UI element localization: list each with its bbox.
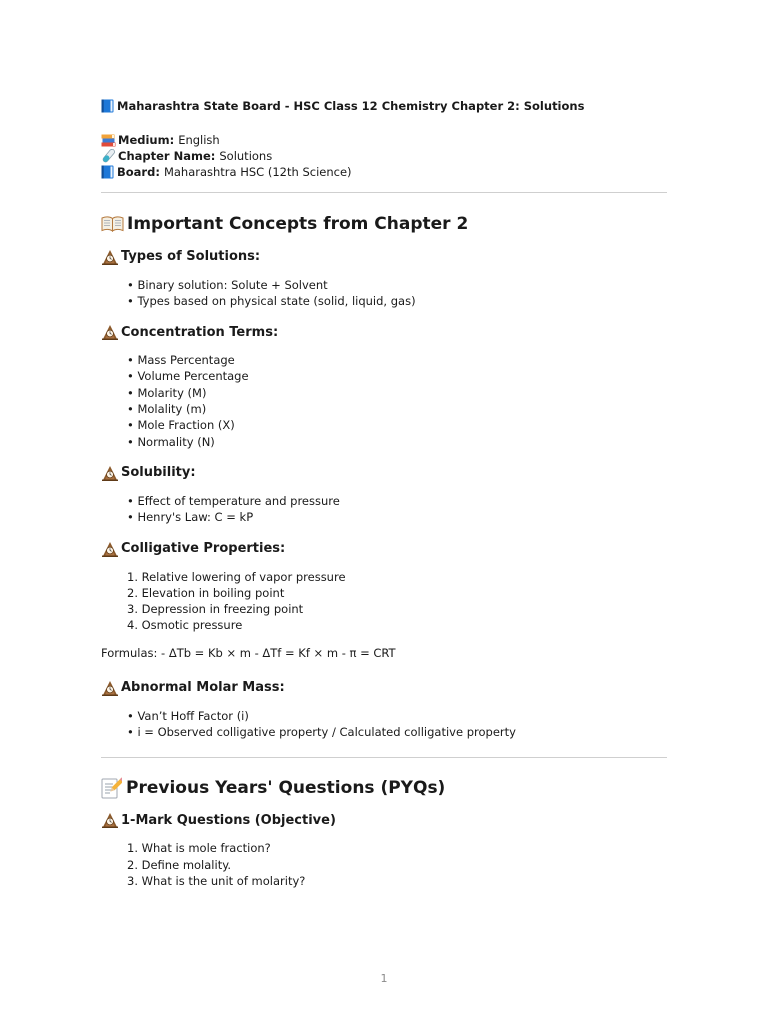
list-item: 1. Relative lowering of vapor pressure	[127, 569, 346, 584]
colligative-properties-list	[101, 569, 667, 634]
meta-value: Maharashtra HSC (12th Science)	[163, 165, 352, 180]
concentration-terms-list	[101, 352, 667, 450]
colligative-properties-heading: Colligative Properties:	[101, 539, 667, 559]
list-item: • Mole Fraction (X)	[127, 418, 235, 433]
one-mark-questions-heading: 1-Mark Questions (Objective)	[101, 810, 667, 830]
meta-label: Chapter Name:	[118, 149, 216, 164]
blue-book-icon	[101, 165, 114, 179]
memo-icon	[101, 777, 122, 799]
meta-medium	[101, 132, 667, 148]
abnormal-molar-mass-heading: Abnormal Molar Mass:	[101, 678, 667, 698]
section-divider	[101, 192, 667, 193]
list-item: • Effect of temperature and pressure	[127, 493, 340, 508]
list-item: 3. What is the unit of molarity?	[127, 873, 306, 888]
mantelpiece-clock-icon	[101, 812, 119, 828]
list-item: • Mass Percentage	[127, 353, 235, 368]
mantelpiece-clock-icon	[101, 249, 119, 265]
meta-label: Medium:	[118, 133, 175, 147]
list-item: 2. Elevation in boiling point	[127, 585, 285, 600]
concentration-terms-heading: Concentration Terms:	[101, 322, 667, 342]
types-of-solutions-heading: Types of Solutions:	[101, 247, 667, 267]
list-item: • Henry's Law: C = kP	[127, 510, 254, 525]
solubility-heading: Solubility:	[101, 463, 667, 483]
page-number: 1	[380, 972, 388, 985]
list-item: • Normality (N)	[127, 434, 215, 449]
list-item: • Molarity (M)	[127, 385, 207, 400]
meta-value: Solutions	[219, 149, 273, 164]
meta-label: Board:	[117, 165, 160, 180]
concepts-heading: Important Concepts from Chapter 2	[101, 212, 667, 236]
books-icon	[101, 134, 116, 147]
list-item: • Van’t Hoff Factor (i)	[127, 708, 249, 723]
abnormal-molar-mass-list	[101, 708, 667, 741]
list-item: 1. What is mole fraction?	[127, 841, 271, 856]
types-of-solutions-list	[101, 277, 667, 310]
list-item: • Types based on physical state (solid, liquid, gas)	[127, 293, 416, 308]
mantelpiece-clock-icon	[101, 541, 119, 557]
document-page	[101, 97, 667, 889]
blue-book-icon	[101, 99, 114, 113]
list-item: 3. Depression in freezing point	[127, 602, 304, 617]
solubility-list	[101, 493, 667, 526]
meta-value: English	[178, 133, 220, 147]
list-item: • Molality (m)	[127, 402, 207, 417]
mantelpiece-clock-icon	[101, 680, 119, 696]
list-item: • i = Observed colligative property / Calculated colligative property	[127, 725, 516, 740]
meta-board	[101, 164, 667, 180]
section-divider	[101, 757, 667, 758]
document-meta	[101, 132, 667, 181]
mantelpiece-clock-icon	[101, 324, 119, 340]
list-item: 2. Define molality.	[127, 857, 232, 872]
pyq-heading: Previous Years' Questions (PYQs)	[101, 776, 667, 800]
document-title	[101, 97, 667, 115]
list-item: • Binary solution: Solute + Solvent	[127, 277, 328, 292]
mantelpiece-clock-icon	[101, 465, 119, 481]
formulas-line: Formulas: - ΔTb = Kb × m - ΔTf = Kf × m - π = CRT	[101, 645, 396, 660]
open-book-icon	[101, 216, 124, 232]
list-item: 4. Osmotic pressure	[127, 618, 243, 633]
one-mark-questions-list	[101, 840, 667, 889]
list-item: • Volume Percentage	[127, 369, 249, 384]
test-tube-icon	[101, 149, 116, 163]
document-title-text: Maharashtra State Board - HSC Class 12 Chemistry Chapter 2: Solutions	[117, 99, 585, 113]
meta-chapter-name	[101, 148, 667, 164]
